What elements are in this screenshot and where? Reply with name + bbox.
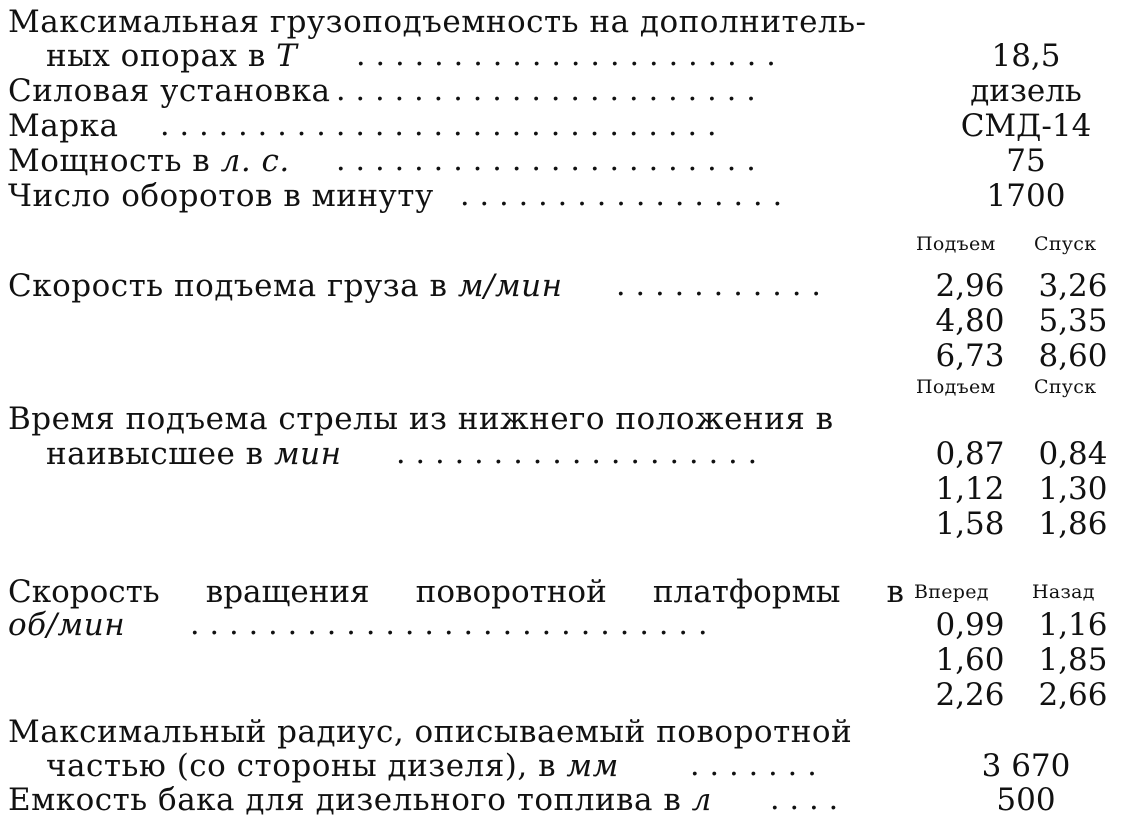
rpm-label: Число оборотов в минуту (8, 178, 434, 214)
rotation-value: 1,85 (1038, 642, 1108, 678)
lift-speed-label: Скорость подъема груза в м/мин (8, 268, 563, 304)
brand-value: СМД-14 (960, 108, 1092, 144)
rotation-value: 2,26 (935, 677, 1005, 713)
boom-time-value: 0,87 (935, 436, 1005, 472)
brand-label: Марка (8, 108, 119, 144)
max-radius-label-line1: Максимальный радиус, описываемый поворотной (8, 714, 853, 750)
rotation-row-1 (0, 605, 1124, 645)
boom-time-value: 1,30 (1038, 471, 1108, 507)
boom-time-row-2 (0, 469, 1124, 509)
boom-time-header-down: Спуск (1034, 376, 1097, 398)
leader-dots: .... (770, 782, 849, 817)
tank-label: Емкость бака для дизельного топлива в л (8, 782, 712, 818)
power-value: 75 (1006, 143, 1046, 179)
power-unit-label: Силовая установка (8, 73, 331, 109)
rpm-row (0, 176, 1124, 216)
tank-value: 500 (996, 782, 1056, 818)
leader-dots: ............................. (160, 108, 727, 143)
lift-speed-value: 6,73 (935, 338, 1005, 374)
max-radius-value: 3 670 (981, 748, 1071, 784)
rotation-header-back: Назад (1032, 581, 1095, 603)
boom-time-value: 0,84 (1038, 436, 1108, 472)
rotation-row-3 (0, 675, 1124, 715)
boom-time-label-line2: наивысшее в мин (46, 436, 342, 472)
rpm-value: 1700 (986, 178, 1066, 214)
boom-time-label-line1: Время подъема стрелы из нижнего положения в (8, 401, 834, 437)
lift-speed-value: 5,35 (1038, 303, 1108, 339)
rotation-label-line2: об/мин (8, 607, 126, 643)
leader-dots: ................... (396, 436, 768, 471)
leader-dots: ...................... (336, 143, 766, 178)
leader-dots: ...................... (336, 73, 766, 108)
lift-speed-header-down: Спуск (1034, 233, 1097, 255)
leader-dots: ................. (460, 178, 793, 213)
boom-time-value: 1,58 (935, 506, 1005, 542)
leader-dots: ....... (690, 748, 827, 783)
leader-dots: ...................... (356, 38, 786, 73)
tank-row (0, 780, 1124, 820)
boom-time-value: 1,86 (1038, 506, 1108, 542)
lift-speed-value: 8,60 (1038, 338, 1108, 374)
rotation-value: 1,16 (1038, 607, 1108, 643)
rotation-label-line1: Скорость вращения поворотной платформы в (8, 574, 904, 610)
rotation-header-forward: Вперед (914, 581, 989, 603)
leader-dots: ........... (616, 268, 831, 303)
boom-time-header-up: Подъем (916, 376, 996, 398)
max-load-label-line1: Максимальная грузоподъемность на дополнитель- (8, 4, 867, 40)
power-unit-value: дизель (970, 73, 1082, 109)
boom-time-row-3 (0, 504, 1124, 544)
boom-time-value: 1,12 (935, 471, 1005, 507)
lift-speed-header-up: Подъем (916, 233, 996, 255)
boom-time-line1 (0, 399, 1124, 439)
lift-speed-row-3 (0, 336, 1124, 376)
lift-speed-value: 3,26 (1038, 268, 1108, 304)
leader-dots: ........................... (190, 607, 718, 642)
boom-time-row-1 (0, 434, 1124, 474)
max-load-value: 18,5 (991, 38, 1061, 74)
rotation-value: 1,60 (935, 642, 1005, 678)
brand-row (0, 106, 1124, 146)
rotation-value: 0,99 (935, 607, 1005, 643)
max-load-label-line2: ных опорах в Т (46, 38, 298, 74)
lift-speed-value: 4,80 (935, 303, 1005, 339)
rotation-value: 2,66 (1038, 677, 1108, 713)
power-unit-row (0, 71, 1124, 111)
lift-speed-row-2 (0, 301, 1124, 341)
lift-speed-row-1 (0, 266, 1124, 306)
rotation-row-2 (0, 640, 1124, 680)
lift-speed-value: 2,96 (935, 268, 1005, 304)
power-label: Мощность в л. с. (8, 143, 290, 179)
max-radius-label-line2: частью (со стороны дизеля), в мм (46, 748, 619, 784)
max-load-line2 (0, 36, 1124, 76)
power-row (0, 141, 1124, 181)
